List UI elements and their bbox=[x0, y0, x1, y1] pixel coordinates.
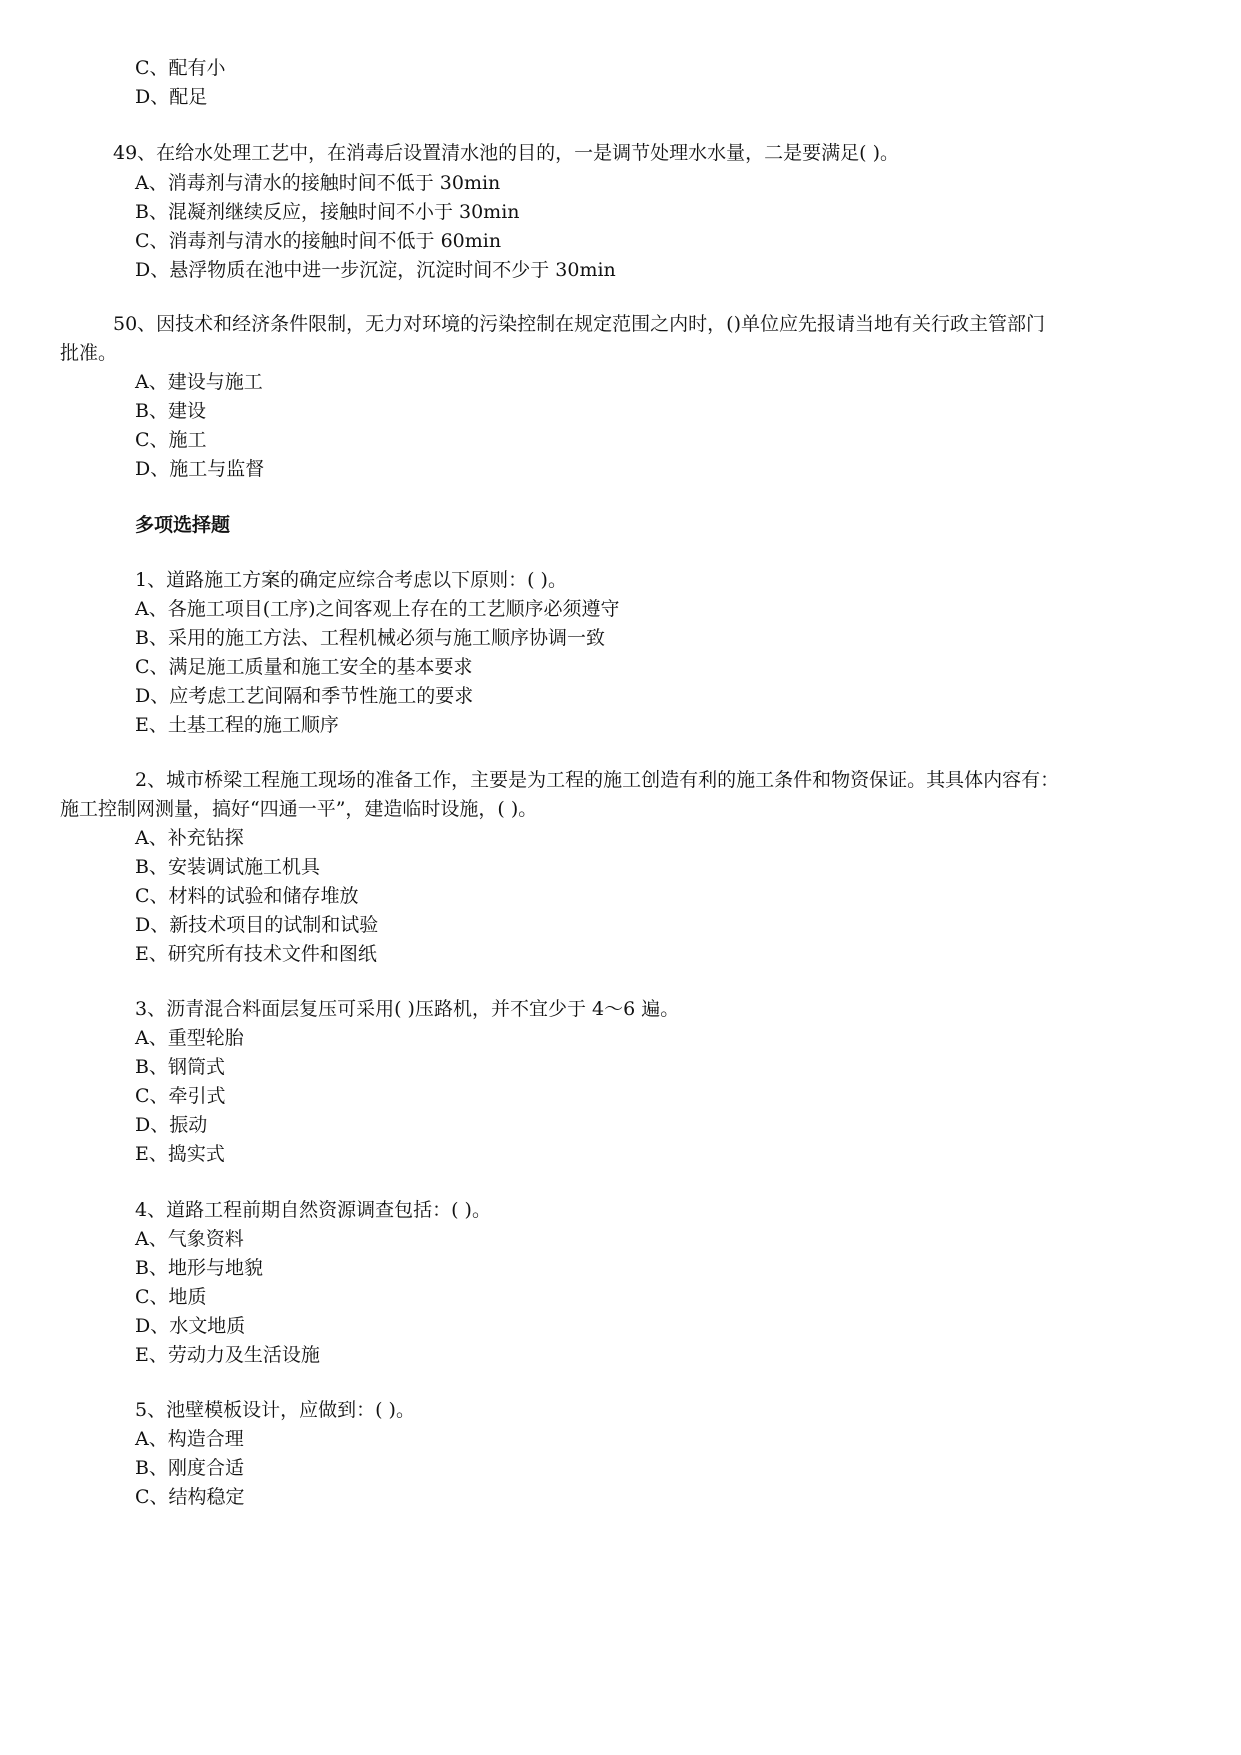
option-d: D、悬浮物质在池中进一步沉淀，沉淀时间不少于 30min bbox=[135, 259, 616, 281]
option-e: E、研究所有技术文件和图纸 bbox=[135, 943, 377, 965]
section-heading: 多项选择题 bbox=[135, 514, 231, 536]
option-c: C、消毒剂与清水的接触时间不低于 60min bbox=[135, 230, 502, 252]
option-b: B、混凝剂继续反应，接触时间不小于 30min bbox=[135, 201, 520, 223]
option-e: E、捣实式 bbox=[135, 1143, 225, 1165]
option-d: D、配足 bbox=[135, 86, 208, 108]
option-a: A、重型轮胎 bbox=[135, 1027, 244, 1049]
option-d: D、新技术项目的试制和试验 bbox=[135, 914, 379, 936]
option-d: D、振动 bbox=[135, 1114, 208, 1136]
option-a: A、补充钻探 bbox=[135, 827, 244, 849]
question-50-stem-continued: 批准。 bbox=[60, 342, 118, 364]
option-c: C、配有小 bbox=[135, 57, 226, 79]
option-a: A、消毒剂与清水的接触时间不低于 30min bbox=[135, 172, 501, 194]
option-e: E、劳动力及生活设施 bbox=[135, 1344, 320, 1366]
option-a: A、各施工项目(工序)之间客观上存在的工艺顺序必须遵守 bbox=[135, 598, 620, 620]
option-a: A、构造合理 bbox=[135, 1428, 244, 1450]
option-e: E、土基工程的施工顺序 bbox=[135, 714, 339, 736]
option-d: D、施工与监督 bbox=[135, 458, 265, 480]
multi-question-1-stem: 1、道路施工方案的确定应综合考虑以下原则：( )。 bbox=[135, 569, 567, 591]
option-b: B、建设 bbox=[135, 400, 206, 422]
multi-question-2-stem: 2、城市桥梁工程施工现场的准备工作，主要是为工程的施工创造有利的施工条件和物资保证。其具体内容有： bbox=[135, 769, 1060, 791]
multi-question-4-stem: 4、道路工程前期自然资源调查包括：( )。 bbox=[135, 1199, 491, 1221]
multi-question-5-stem: 5、池壁模板设计，应做到：( )。 bbox=[135, 1399, 415, 1421]
option-b: B、刚度合适 bbox=[135, 1457, 244, 1479]
option-c: C、结构稳定 bbox=[135, 1486, 245, 1508]
option-c: C、地质 bbox=[135, 1286, 207, 1308]
multi-question-2-stem-continued: 施工控制网测量，搞好“四通一平”，建造临时设施，( )。 bbox=[60, 798, 538, 820]
option-d: D、应考虑工艺间隔和季节性施工的要求 bbox=[135, 685, 474, 707]
question-49-stem: 49、在给水处理工艺中，在消毒后设置清水池的目的，一是调节处理水水量，二是要满足( )。 bbox=[113, 142, 900, 164]
option-b: B、钢筒式 bbox=[135, 1056, 225, 1078]
option-b: B、安装调试施工机具 bbox=[135, 856, 320, 878]
option-c: C、材料的试验和储存堆放 bbox=[135, 885, 359, 907]
option-c: C、施工 bbox=[135, 429, 207, 451]
option-d: D、水文地质 bbox=[135, 1315, 246, 1337]
option-b: B、采用的施工方法、工程机械必须与施工顺序协调一致 bbox=[135, 627, 605, 649]
option-a: A、建设与施工 bbox=[135, 371, 263, 393]
option-c: C、满足施工质量和施工安全的基本要求 bbox=[135, 656, 473, 678]
question-50-stem: 50、因技术和经济条件限制，无力对环境的污染控制在规定范围之内时，()单位应先报请当地有关行政主管部门 bbox=[113, 313, 1046, 335]
multi-question-3-stem: 3、沥青混合料面层复压可采用( )压路机，并不宜少于 4～6 遍。 bbox=[135, 998, 680, 1020]
option-b: B、地形与地貌 bbox=[135, 1257, 263, 1279]
option-a: A、气象资料 bbox=[135, 1228, 244, 1250]
option-c: C、牵引式 bbox=[135, 1085, 226, 1107]
